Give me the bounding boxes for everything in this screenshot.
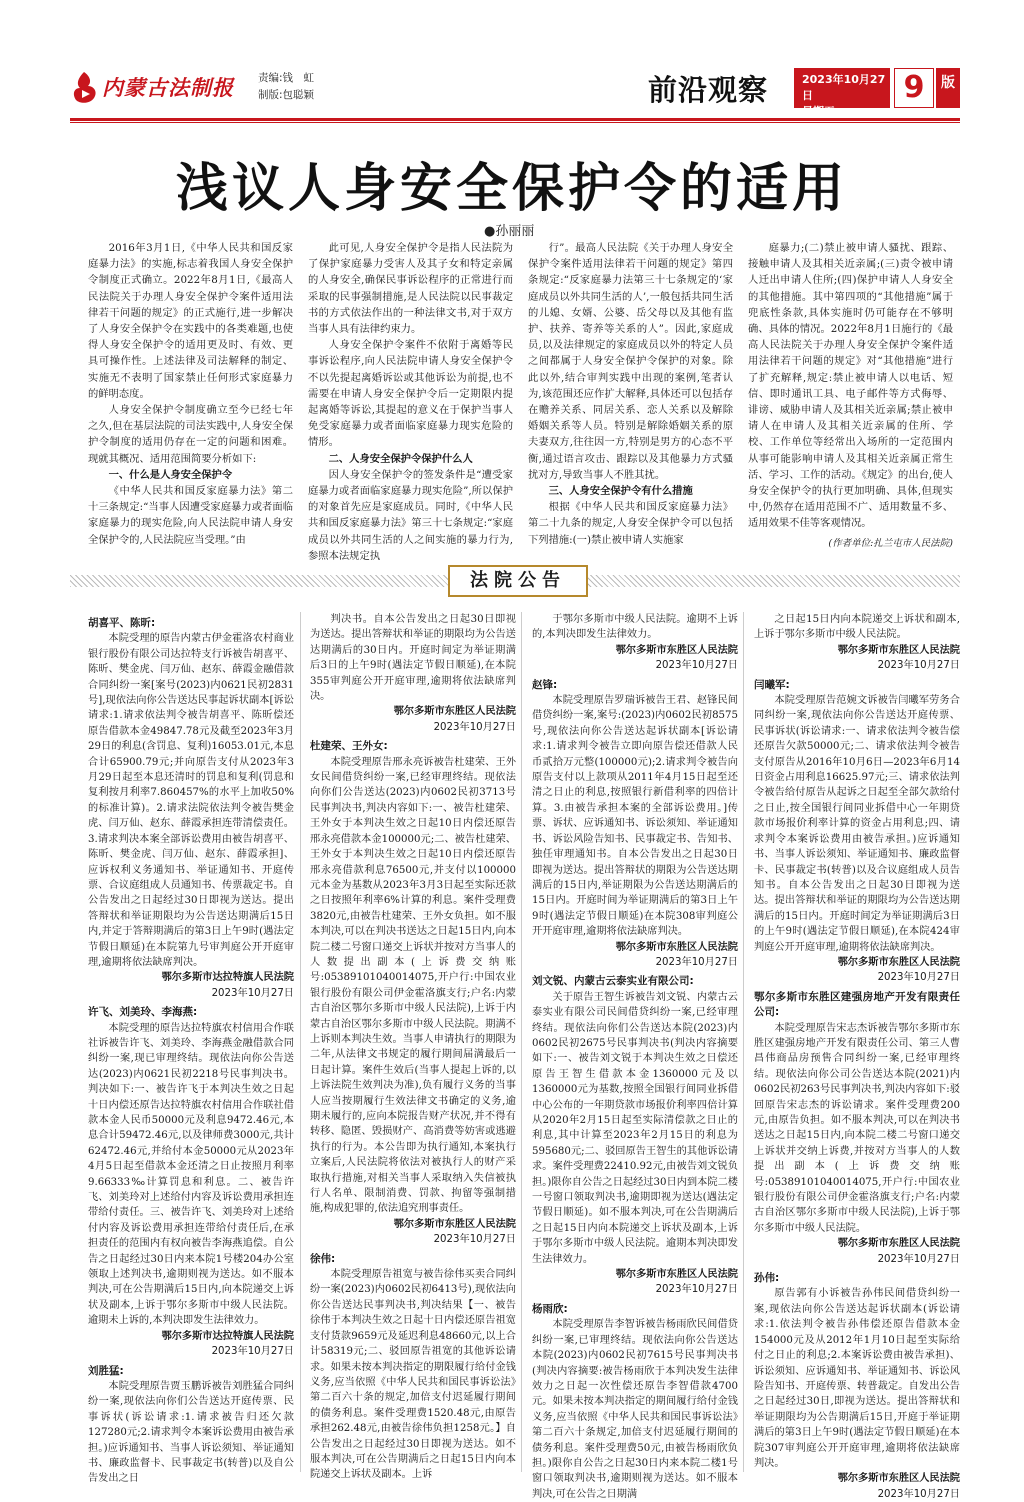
court-notice [754,612,960,674]
article-title: 浅议人身安全保护令的适用 [175,158,848,219]
notice-addressee: 赵锋: [532,678,558,691]
court-notice [88,616,294,1001]
paragraph: 行”。最高人民法院《关于办理人身安全保护令案件适用法律若干问题的规定》第四条规定:“反家庭暴力法第三十七条规定的‘家庭成员以外共同生活的人’,一般包括共同生活的儿媳、女婿、公婆、岳父母以及其他有监护、扶养、寄养等关系的人”。因此,家庭成员,以及法律规定的家庭成员以外的特定人员之间都属于人身安全保护令保护的对象。除此以外,结合审判实践中出现的案例,笔者认为,该范围还应作扩大解释,具体还可以包括存在赡养关系、同居关系、恋人关系以及解除婚姻关系等人员。特别是解除婚姻关系的原夫妻双方,往往因一方,特别是男方的心态不平衡,通过语言攻击、跟踪以及其他暴力方式骚扰对方,导致当事人不胜其扰。 [528,242,733,481]
notice-date: 2023年10月27日 [655,1284,738,1296]
notice-section-title: 法院公告 [448,565,588,597]
notice-body: 本院受理原告范婉文诉被告闫曦军劳务合同纠纷一案,现依法向你公告送达开庭传票、民事诉状(诉讼请求:一、请求依法判令被告偿还原告欠款50000元;二、请求依法判令被告支付原告从2016年10月6日—2023年6月14日资金占用利息16625.97元;三、请求依法判令被告给付原告从起诉之日起至全部欠款给付之日止,按全国银行间同业拆借中心一年期贷款市场报价利率计算的资金占用利息;四、请求判令本案诉讼费用由被告承担。)应诉通知书、当事人诉讼须知、举证通知书、廉政监督卡、民事裁定书(转普)以及合议庭组成人员告知书。自本公告发出之日起30日即视为送达。提出答辩状和举证的期限均为公告送达期满后的15日内。开庭时间定为举证期满后3日的上午9时(遇法定节假日顺延),在本院424审判庭公开开庭审理,逾期将依法缺席判决。 [754,695,960,953]
notice-court: 鄂尔多斯市东胜区人民法院 [615,941,738,953]
notice-date: 2023年10月27日 [877,660,960,672]
masthead-rule [70,118,960,121]
court-notice [310,612,516,735]
issue-weekday: 星期五 [802,105,835,118]
notice-addressee: 徐伟: [310,1252,336,1265]
court-notice [532,1302,738,1502]
notice-section-banner [0,565,1024,597]
notice-body: 本院受理原告贾玉鹏诉被告刘胜猛合同纠纷一案,现依法向你们公告送达开庭传票、民事诉状(诉讼请求:1.请求被告归还欠款127280元;2.请求判令本案诉讼费用由被告承担。)应诉通知书、当事人诉讼须知、举证通知书、廉政监督卡、民事裁定书(转普)以及自公告发出之日 [88,1380,294,1485]
notice-date: 2023年10月27日 [877,1253,960,1265]
masthead [70,68,960,116]
notice-addressee: 胡喜平、陈昕: [88,617,156,629]
section-heading: 二、人身安全保护令保护什么人 [328,452,473,465]
masthead-rule-thin [70,122,960,123]
article-body [88,240,968,562]
paragraph: 此可见,人身安全保护令是指人民法院为了保护家庭暴力受害人及其子女和特定亲属的人身安全,确保民事诉讼程序的正常进行而采取的民事强制措施,是人民法院以民事裁定书的方式依法作出的一种法律文书,对于双方当事人具有法律约束力。 [308,242,513,336]
notice-court: 鄂尔多斯市达拉特旗人民法院 [161,1330,294,1342]
notice-body: 本院受理原告邢永亮诉被告杜建荣、王外女民间借贷纠纷一案,已经审理终结。现依法向你们公告送达(2023)内0602民初3713号民事判决书,判决内容如下:一、被告杜建荣、王外女于本判决生效之日起10日内偿还原告邢永亮借款本金100000元;二、被告杜建荣、王外女于本判决生效之日起10日内偿还原告邢永亮借款利息76500元,并支付以100000元本金为基数从2023年3月3日起至实际还款之日按照年利率6%计算的利息。案件受理费3820元,由被告杜建荣、王外女负担。如不服本判决,可以在判决书送达之日起15日内,向本院二楼二号窗口递交上诉状并按对方当事人的人数提出副本(上诉费交纳账号:05389101040014075,开户行:中国农业银行股份有限公司伊金霍洛旗支行;户名:内蒙古自治区鄂尔多斯市中级人民法院),上诉于内蒙古自治区鄂尔多斯市中级人民法院。期满不上诉则本判决生效。当事人申请执行的期限为二年,从法律文书规定的履行期间届满最后一日起计算。案件生效后(当事人提起上诉的,以上诉法院生效判决为准),负有履行义务的当事人应当按期履行生效法律文书确定的义务,逾期未履行的,应向本院报告财产状况,并不得有转移、隐匿、毁损财产、高消费等妨害或逃避执行的行为。本公告即为执行通知,本案执行立案后,人民法院将依法对被执行人的财产采取执行措施,对相关当事人采取纳入失信被执行人名单、限制消费、罚款、拘留等强制措施,构成犯罪的,依法追究刑事责任。 [310,756,516,1215]
court-notices [88,612,968,1500]
notice-body: 原告郭有小诉被告孙伟民间借贷纠纷一案,现依法向你公告送达起诉状副本(诉讼请求:1.依法判令被告孙伟偿还原告借款本金154000元及从2012年1月10日起至实际给付之日止的利息;2.本案诉讼费由被告承担)、诉讼须知、应诉通知书、举证通知书、诉讼风险告知书、开庭传票、转普裁定。自发出公告之日起经过30日,即视为送达。提出答辩状和举证期限均为公告期满后15日,开庭于举证期满后的第3日上午9时(遇法定节假日顺延)在本院307审判庭公开开庭审理,逾期将依法缺席判决。 [754,1288,960,1469]
notice-addressee: 许飞、刘美玲、李海燕: [88,1006,198,1019]
newspaper-logo-icon [70,70,98,104]
notice-addressee: 闫曦军: [754,678,790,691]
notice-date: 2023年10月27日 [655,660,738,672]
notice-body: 判决书。自本公告发出之日起30日即视为送达。提出答辩状和举证的期限均为公告送达期满后的30日内。开庭时间定为举证期满后3日的上午9时(遇法定节假日顺延),在本院355审判庭公开开庭审理,逾期将依法缺席判决。 [310,614,516,703]
notice-addressee: 杨雨欣: [532,1302,568,1315]
notice-column-4 [754,612,960,1500]
notice-body: 本院受理原告祖宽与被告徐伟买卖合同纠纷一案(2023)内0602民初6413号),现依法向你公告送达民事判决书,判决结果【一、被告徐伟于本判决生效之日起十日内偿还原告祖宽支付货款9659元及延迟利息48660元,以上合计58319元;二、驳回原告祖宽的其他诉讼请求。如果未按本判决指定的期限履行给付金钱义务,应当依照《中华人民共和国民事诉讼法》第二百六十条的规定,加倍支付迟延履行期间的债务利息。案件受理费1520.48元,由原告承担262.48元,由被告徐伟负担1258元。】自公告发出之日起经过30日即视为送达。如不服本判决,可在公告期满后之日起15日内向本院递交上诉状及副本。上诉 [310,1269,516,1481]
paragraph: 人身安全保护令制度确立至今已经七年之久,但在基层法院的司法实践中,人身安全保护令制度的适用仍存在一定的问题和困难。现就其概况、适用范围简要分析如下: [88,404,293,465]
article-column-1 [88,240,293,558]
court-notice [88,1364,294,1487]
notice-court: 鄂尔多斯市东胜区人民法院 [837,1473,960,1485]
notice-court: 鄂尔多斯市东胜区人民法院 [393,706,516,718]
editor-line: 责编:钱 虹 [258,72,315,84]
column-divider [300,612,301,1472]
column-divider [521,612,522,1472]
column-divider [743,612,744,1472]
notice-body: 本院受理的原告内蒙古伊金霍洛农村商业银行股份有限公司达拉特支行诉被告胡喜平、陈昕、樊金虎、闫万仙、赵东、薛霞金融借款合同纠纷一案[案号(2023)内0621民初2831号],现依法向你公告送达民事起诉状副本[诉讼请求:1.请求依法判令被告胡喜平、陈昕偿还原告借款本金49847.78元及截至2023年3月29日的利息(含罚息、复利)16053.01元,本息合计65900.79元;并向原告支付从2023年3月29日起至本息还清时的罚息和复利(罚息和复利按月利率7.860457%的水平上加收50%的标准计算)。2.请求法院依法判令被告樊金虎、闫万仙、赵东、薛霞承担连带清偿责任。3.请求判决本案全部诉讼费用由被告胡喜平、陈昕、樊金虎、闫万仙、赵东、薛霞承担]、应诉权利义务通知书、举证通知书、开庭传票、合议庭组成人员通知书、传票裁定书。自公告发出之日起经过30日即视为送达。提出答辩状和举证期限均为公告送达期满后15日内,并定于答辩期满后的第3日上午9时(遇法定节假日顺延)在本院第九号审判庭公开开庭审理,逾期将依法缺席判决。 [88,633,294,968]
notice-addressee: 孙伟: [754,1272,780,1285]
notice-body: 本院受理的原告达拉特旗农村信用合作联社诉被告许飞、刘美玲、李海燕金融借款合同纠纷一案,现已审理终结。现依法向你公告送达(2023)内0621民初2218号民事判决书。判决如下:一、被告许飞于本判决生效之日起十日内偿还原告达拉特旗农村信用合作联社借款本金人民币50000元及利息9472.46元,本息合计59472.46元,以及律师费3000元,共计62472.46元,并给付本金50000元从2023年4月5日起至借款本金还清之日止按照月利率9.66333‰计算罚息和利息。二、被告许飞、刘美玲对上述给付内容及诉讼费用承担连带给付责任。三、被告许飞、刘美玲对上述给付内容及诉讼费用承担连带给付责任后,在承担责任的范围内有权向被告李海燕追偿。自公告之日起经过30日内来本院1号楼204办公室领取上述判决书,逾期则视为送达。如不服本判决,可在公告期满后15日内,向本院递交上诉状及副本,上诉于鄂尔多斯市中级人民法院。逾期未上诉的,本判决即发生法律效力。 [88,1022,294,1327]
notice-date: 2023年10月27日 [433,721,516,733]
paragraph: 根据《中华人民共和国反家庭暴力法》第二十九条的规定,人身安全保护令可以包括下列措施:(一)禁止被申请人实施家 [528,501,733,546]
notice-addressee: 刘文锐、内蒙古云泰实业有限公司: [532,975,694,988]
notice-date: 2023年10月27日 [433,1234,516,1246]
notice-body: 本院受理原告李智诉被告杨雨欣民间借贷纠纷一案,已审理终结。现依法向你公告送达本院(2023)内0602民初7615号民事判决书(判决内容摘要:被告杨雨欣于本判决发生法律效力之日起一次性偿还原告李智借款4700元。如果未按本判决指定的期间履行给付金钱义务,应当依照《中华人民共和国民事诉讼法》第二百六十条规定,加倍支付迟延履行期间的债务利息。案件受理费50元,由被告杨雨欣负担。)限你自公告之日起30日内来本院二楼1号窗口领取判决书,逾期则视为送达。如不服本判决,可在公告之日期满 [532,1319,738,1500]
notice-court: 鄂尔多斯市东胜区人民法院 [615,1269,738,1281]
notice-body: 于鄂尔多斯市中级人民法院。逾期不上诉的,本判决即发生法律效力。 [532,614,738,641]
court-notice [532,612,738,674]
court-notice [310,739,516,1247]
producer-line: 制版:包聪颖 [258,89,315,101]
author-affiliation: (作者单位:扎兰屯市人民法院) [828,537,953,549]
notice-addressee: 刘胜猛: [88,1364,124,1377]
paragraph: 2016年3月1日,《中华人民共和国反家庭暴力法》的实施,标志着我国人身安全保护令制度正式确立。2022年8月1日,《最高人民法院关于办理人身安全保护令案件适用法律若干问题的规定》的正式施行,进一步解决了人身安全保护令在实践中的各类难题,也使得人身安全保护令的适用更及时、有效、更具可操作性。上述法律及司法解释的制定、实施无不表明了国家禁止任何形式家庭暴力的鲜明态度。 [88,242,293,400]
notice-body: 关于原告王智生诉被告刘文锐、内蒙古云泰实业有限公司民间借贷纠纷一案,已经审理终结。现依法向你们公告送达本院(2023)内0602民初2675号民事判决书(判决内容摘要如下:一、被告刘文锐于本判决生效之日偿还原告王智生借款本金1360000元及以1360000元为基数,按照全国银行间同业拆借中心公布的一年期贷款市场报价利率四倍计算从2020年2月15日起至实际清偿款之日止的利息,其中计算至2023年2月15日的利息为595680元;二、驳回原告王智生的其他诉讼请求。案件受理费22410.92元,由被告刘文锐负担。)限你自公告之日起经过30日内到本院二楼一号窗口领取判决书,逾期即视为送达(遇法定节假日顺延)。如不服本判决,可在公告期满后之日起15日内向本院递交上诉状及副本,上诉于鄂尔多斯市中级人民法院。逾期本判决即发生法律效力。 [532,991,738,1265]
notice-date: 2023年10月27日 [211,1346,294,1358]
issue-date: 2023年10月27日 [802,73,886,102]
court-notice [754,990,960,1267]
notice-date: 2023年10月27日 [877,1488,960,1500]
article-column-4 [748,240,953,558]
notice-addressee: 鄂尔多斯市东胜区建强房地产开发有限责任公司: [754,990,960,1019]
paragraph: 因人身安全保护令的签发条件是“遭受家庭暴力或者面临家庭暴力现实危险”,所以保护的对象首先应是家庭成员。同时,《中华人民共和国反家庭暴力法》第三十七条规定:“家庭成员以外共同生活的人之间实施的暴力行为,参照本法规定执 [308,468,513,562]
court-notice [754,678,960,986]
paragraph: 《中华人民共和国反家庭暴力法》第二十三条规定:“当事人因遭受家庭暴力或者面临家庭暴力的现实危险,向人民法院申请人身安全保护令的,人民法院应当受理。”由 [88,485,293,546]
article-column-3 [528,240,733,558]
section-heading: 一、什么是人身安全保护令 [108,468,233,481]
notice-column-1 [88,612,294,1485]
section-heading: 三、人身安全保护令有什么措施 [548,485,693,498]
notice-date: 2023年10月27日 [655,956,738,968]
newspaper-name: 内蒙古法制报 [102,76,234,100]
court-notice [88,1005,294,1359]
notice-date: 2023年10月27日 [877,972,960,984]
notice-column-3 [532,612,738,1500]
court-notice [532,974,738,1298]
paragraph: 人身安全保护令案件不依附于离婚等民事诉讼程序,向人民法院申请人身安全保护令不以先提起离婚诉讼或其他诉讼为前提,也不需要在申请人身安全保护令后一定期限内提起离婚等诉讼,其提起的意义在于保护当事人免受家庭暴力或者面临家庭暴力现实危险的情形。 [308,339,513,449]
page-number: 9 [894,68,934,108]
article-byline: ●孙丽丽 [484,224,535,239]
notice-court: 鄂尔多斯市东胜区人民法院 [393,1218,516,1230]
notice-court: 鄂尔多斯市东胜区人民法院 [837,644,960,656]
court-notice [310,1252,516,1483]
notice-court: 鄂尔多斯市东胜区人民法院 [837,1238,960,1250]
editor-credits [258,70,314,104]
notice-body: 本院受理原告宋志杰诉被告鄂尔多斯市东胜区建强房地产开发有限责任公司、第三人曹昌伟商品房预售合同纠纷一案,已经审理终结。现依法向你公司公告送达本院(2021)内0602民初263号民事判决书,判决内容如下:驳回原告宋志杰的诉讼请求。案件受理费200元,由原告负担。如不服本判决,可以在判决书送达之日起15日内,向本院二楼二号窗口递交上诉状并交纳上诉费,并按对方当事人的人数提出副本(上诉费交纳账号:05389101040014075,开户行:中国农业银行股份有限公司伊金霍洛旗支行;户名:内蒙古自治区鄂尔多斯市中级人民法院),上诉于鄂尔多斯市中级人民法院。 [754,1022,960,1234]
article-column-2 [308,240,513,562]
section-title: 前沿观察 [648,73,769,107]
notice-body: 本院受理原告罗瑞诉被告王君、赵锋民间借贷纠纷一案,案号:(2023)内0602民初8575号,现依法向你公告送达起诉状副本[诉讼请求:1.请求判令被告立即向原告偿还借款人民币贰拾万元整(100000元);2.请求判令被告向原告支付以上款项从2011年4月15日起至还清之日止的利息,按照银行新借利率的四倍计算。3.由被告承担本案的全部诉讼费用。]传票、诉状、应诉通知书、诉讼须知、举证通知书、诉讼风险告知书、民事裁定书、告知书、独任审理通知书。自本公告发出之日起30日即视为送达。提出答辩状的期限为公告送达期满后的15日内,举证期限为公告送达期满后的15日内。开庭时间为举证期满后的第3日上午9时(遇法定节假日顺延)在本院308审判庭公开开庭审理,逾期将依法缺席判决。 [532,695,738,938]
paragraph: 庭暴力;(二)禁止被申请人骚扰、跟踪、接触申请人及其相关近亲属;(三)责令被申请人迁出申请人住所;(四)保护申请人人身安全的其他措施。其中第四项的“其他措施”属于兜底性条款,具体实施时仍可能存在不够明确、具体的情况。2022年8月1日施行的《最高人民法院关于办理人身安全保护令案件适用法律若干问题的规定》对“其他措施”进行了扩充解释,规定:禁止被申请人以电话、短信、即时通讯工具、电子邮件等方式侮辱、诽谤、威胁申请人及其相关近亲属;禁止被申请人在申请人及其相关近亲属的住所、学校、工作单位等经常出入场所的一定范围内从事可能影响申请人及其相关近亲属正常生活、学习、工作的活动。《规定》的出台,使人身安全保护令的执行更加明确、具体,但现实中,仍然存在适用范围不广、适用数量不多、适用效果不佳等客观情况。 [748,242,953,530]
court-notice [754,1271,960,1502]
notice-body: 之日起15日内向本院递交上诉状和副本,上诉于鄂尔多斯市中级人民法院。 [754,614,960,641]
date-box [794,68,890,118]
notice-court: 鄂尔多斯市东胜区人民法院 [615,644,738,656]
notice-court: 鄂尔多斯市东胜区人民法院 [837,956,960,968]
notice-date: 2023年10月27日 [211,987,294,999]
page-label: 版 [936,68,960,108]
notice-addressee: 杜建荣、王外女: [310,740,388,753]
notice-court: 鄂尔多斯市达拉特旗人民法院 [161,972,294,984]
notice-column-2 [310,612,516,1481]
court-notice [532,678,738,971]
